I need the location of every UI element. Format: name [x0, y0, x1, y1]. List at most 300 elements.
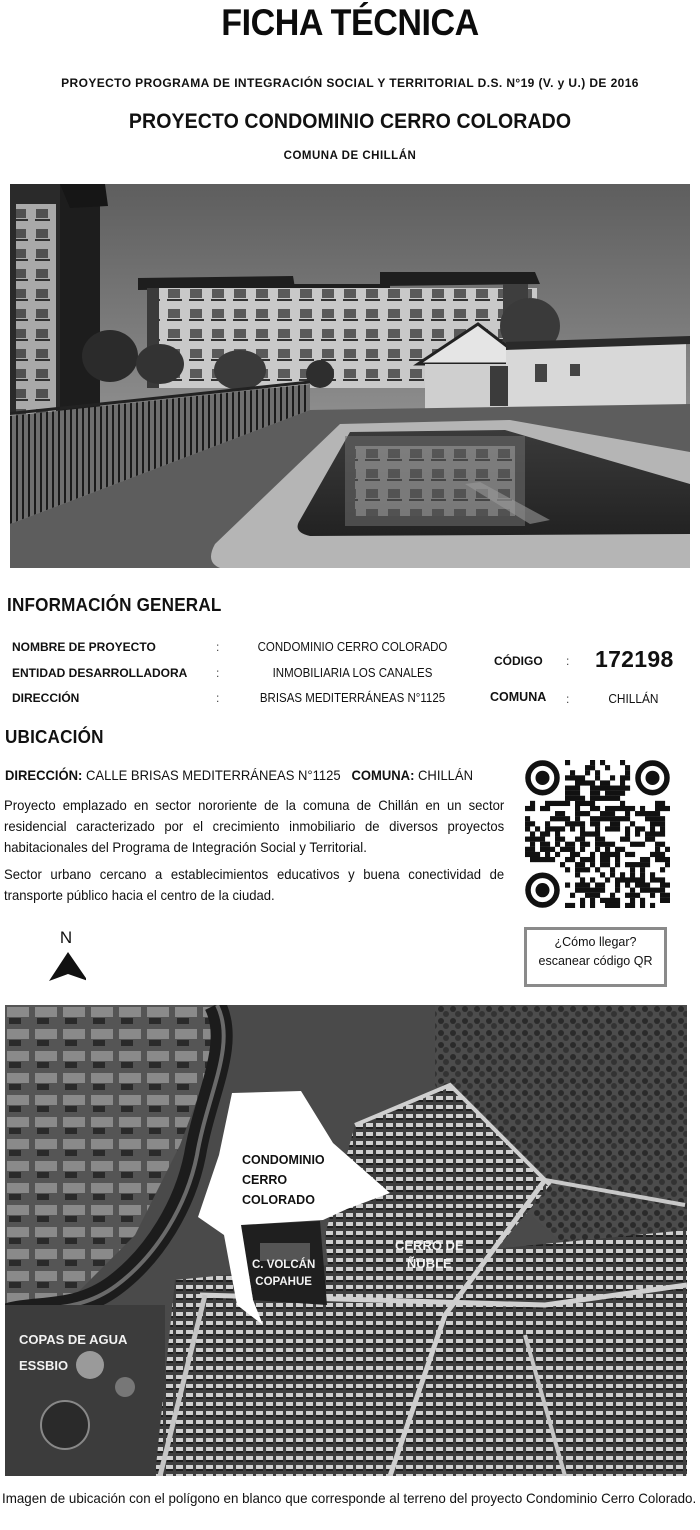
qr-module	[600, 898, 605, 903]
qr-module	[600, 780, 605, 785]
qr-module	[630, 872, 635, 877]
qr-module	[645, 837, 650, 842]
qr-module	[555, 837, 560, 842]
qr-module	[590, 791, 595, 796]
qr-module	[590, 888, 595, 893]
qr-module	[615, 882, 620, 887]
qr-module	[605, 765, 610, 770]
qr-caption-line1: ¿Cómo llegar?	[554, 935, 637, 949]
qr-module	[650, 826, 655, 831]
qr-module	[605, 877, 610, 882]
qr-module	[630, 842, 635, 847]
qr-module	[550, 801, 555, 806]
building-photo	[10, 184, 690, 568]
qr-module	[570, 786, 575, 791]
qr-module	[595, 847, 600, 852]
qr-module	[660, 852, 665, 857]
qr-module	[600, 862, 605, 867]
qr-module	[600, 852, 605, 857]
qr-module	[660, 893, 665, 898]
qr-module	[565, 786, 570, 791]
qr-code-graphic	[525, 760, 670, 908]
qr-module	[555, 852, 560, 857]
qr-module	[570, 796, 575, 801]
qr-module	[595, 796, 600, 801]
qr-finder-dot	[536, 883, 550, 897]
qr-module	[640, 877, 645, 882]
qr-module	[530, 847, 535, 852]
qr-module	[600, 837, 605, 842]
qr-module	[605, 826, 610, 831]
qr-module	[615, 816, 620, 821]
qr-module	[640, 811, 645, 816]
qr-module	[625, 811, 630, 816]
qr-module	[615, 888, 620, 893]
qr-module	[565, 842, 570, 847]
qr-module	[580, 882, 585, 887]
qr-module	[655, 831, 660, 836]
qr-module	[615, 898, 620, 903]
qr-module	[600, 786, 605, 791]
qr-module	[595, 842, 600, 847]
qr-module	[625, 837, 630, 842]
qr-module	[635, 882, 640, 887]
qr-module	[655, 821, 660, 826]
qr-module	[640, 903, 645, 908]
qr-module	[660, 816, 665, 821]
qr-module	[630, 893, 635, 898]
qr-module	[585, 893, 590, 898]
qr-module	[570, 847, 575, 852]
qr-module	[545, 847, 550, 852]
qr-module	[610, 842, 615, 847]
comuna-heading: COMUNA DE CHILLÁN	[283, 150, 417, 162]
qr-module	[665, 857, 670, 862]
qr-module	[580, 842, 585, 847]
qr-module	[605, 786, 610, 791]
qr-module	[640, 862, 645, 867]
qr-module	[575, 821, 580, 826]
qr-module	[640, 867, 645, 872]
qr-module	[595, 888, 600, 893]
qr-module	[525, 821, 530, 826]
qr-module	[525, 816, 530, 821]
qr-module	[560, 847, 565, 852]
qr-module	[650, 903, 655, 908]
qr-module	[555, 842, 560, 847]
qr-module	[615, 786, 620, 791]
qr-module	[585, 780, 590, 785]
qr-module	[575, 872, 580, 877]
map-label-copas-agua	[19, 1327, 127, 1379]
comuna-value: CHILLÁN	[608, 692, 659, 706]
qr-module	[610, 775, 615, 780]
qr-module	[655, 888, 660, 893]
qr-module	[555, 801, 560, 806]
qr-module	[550, 857, 555, 862]
qr-module	[650, 893, 655, 898]
program-subtitle: PROYECTO PROGRAMA DE INTEGRACIÓN SOCIAL Y TERRITORIAL D.S. N°19 (V. y U.) DE 2016	[61, 76, 639, 90]
qr-module	[645, 811, 650, 816]
qr-finder-dot	[536, 771, 550, 785]
qr-module	[570, 821, 575, 826]
qr-module	[625, 786, 630, 791]
qr-module	[545, 842, 550, 847]
qr-module	[595, 882, 600, 887]
qr-module	[575, 786, 580, 791]
qr-module	[545, 801, 550, 806]
qr-module	[580, 857, 585, 862]
qr-module	[580, 775, 585, 780]
qr-module	[620, 780, 625, 785]
qr-module	[575, 801, 580, 806]
qr-module	[655, 842, 660, 847]
developer-label: ENTIDAD DESARROLLADORA	[12, 666, 188, 680]
qr-module	[535, 826, 540, 831]
qr-module	[620, 877, 625, 882]
qr-module	[625, 831, 630, 836]
qr-module	[585, 857, 590, 862]
qr-module	[665, 847, 670, 852]
north-arrow-icon	[46, 928, 86, 984]
qr-module	[625, 765, 630, 770]
qr-module	[630, 888, 635, 893]
qr-module	[630, 821, 635, 826]
satellite-map	[5, 1005, 687, 1476]
qr-module	[640, 826, 645, 831]
map-label-line: COLORADO	[242, 1193, 315, 1207]
qr-module	[565, 857, 570, 862]
qr-module	[665, 806, 670, 811]
qr-module	[615, 806, 620, 811]
qr-module	[630, 898, 635, 903]
qr-module	[555, 816, 560, 821]
qr-module	[540, 857, 545, 862]
qr-module	[635, 842, 640, 847]
qr-module	[660, 831, 665, 836]
qr-module	[655, 816, 660, 821]
qr-module	[605, 852, 610, 857]
qr-module	[595, 867, 600, 872]
qr-module	[625, 806, 630, 811]
map-caption: Imagen de ubicación con el polígono en blanco que corresponde al terreno del proyecto Condominio Cerro Colorado.	[2, 1490, 697, 1506]
qr-module	[590, 831, 595, 836]
qr-module	[655, 847, 660, 852]
qr-module	[650, 888, 655, 893]
qr-module	[650, 837, 655, 842]
qr-module	[590, 780, 595, 785]
qr-module	[640, 898, 645, 903]
qr-module	[585, 770, 590, 775]
qr-module	[580, 898, 585, 903]
qr-module	[615, 826, 620, 831]
qr-module	[605, 816, 610, 821]
qr-module	[525, 852, 530, 857]
qr-module	[545, 821, 550, 826]
qr-module	[575, 852, 580, 857]
map-label-line: COPAHUE	[255, 1276, 312, 1288]
qr-module	[660, 898, 665, 903]
qr-module	[615, 862, 620, 867]
qr-module	[585, 888, 590, 893]
qr-module	[625, 816, 630, 821]
qr-module	[600, 760, 605, 765]
qr-module	[645, 882, 650, 887]
qr-module	[565, 882, 570, 887]
qr-module	[570, 903, 575, 908]
qr-module	[605, 806, 610, 811]
qr-module	[560, 826, 565, 831]
qr-module	[530, 837, 535, 842]
qr-module	[595, 786, 600, 791]
qr-module	[660, 867, 665, 872]
qr-module	[595, 791, 600, 796]
qr-module	[600, 811, 605, 816]
qr-module	[625, 826, 630, 831]
qr-module	[540, 831, 545, 836]
qr-module	[585, 867, 590, 872]
qr-module	[615, 852, 620, 857]
qr-module	[570, 791, 575, 796]
qr-module	[585, 882, 590, 887]
qr-module	[595, 821, 600, 826]
qr-module	[595, 816, 600, 821]
codigo-label: CÓDIGO	[494, 654, 543, 668]
qr-module	[630, 862, 635, 867]
qr-module	[605, 847, 610, 852]
qr-module	[630, 877, 635, 882]
qr-module	[650, 831, 655, 836]
qr-module	[660, 882, 665, 887]
qr-module	[640, 888, 645, 893]
qr-module	[635, 877, 640, 882]
qr-module	[610, 806, 615, 811]
qr-module	[655, 806, 660, 811]
qr-module	[660, 888, 665, 893]
qr-module	[625, 775, 630, 780]
location-description: Proyecto emplazado en sector nororiente de la comuna de Chillán en un sector residencial caracterizado por el crecimiento inmobiliario de diversos proyectos habitacionales del Programa de Integración Social y Territorial.	[4, 797, 505, 855]
qr-module	[525, 847, 530, 852]
qr-module	[535, 857, 540, 862]
qr-module	[590, 898, 595, 903]
map-label-line: ÑUBLE	[406, 1256, 452, 1271]
qr-module	[590, 801, 595, 806]
qr-module	[600, 888, 605, 893]
qr-module	[600, 842, 605, 847]
qr-module	[655, 857, 660, 862]
map-label-cerro-nuble	[395, 1237, 464, 1273]
qr-module	[580, 821, 585, 826]
north-label: N	[59, 928, 73, 947]
qr-code-icon[interactable]	[525, 760, 670, 908]
qr-module	[530, 806, 535, 811]
qr-module	[540, 842, 545, 847]
qr-module	[590, 821, 595, 826]
qr-module	[630, 852, 635, 857]
qr-module	[540, 847, 545, 852]
map-label-condominio	[242, 1150, 325, 1210]
qr-module	[575, 796, 580, 801]
qr-module	[655, 801, 660, 806]
qr-module	[540, 806, 545, 811]
separator: :	[566, 654, 570, 668]
qr-module	[570, 775, 575, 780]
qr-module	[560, 837, 565, 842]
qr-module	[605, 862, 610, 867]
qr-module	[660, 806, 665, 811]
qr-module	[600, 882, 605, 887]
qr-module	[610, 867, 615, 872]
direccion-label: DIRECCIÓN:	[5, 767, 83, 783]
qr-module	[580, 877, 585, 882]
separator: :	[566, 692, 570, 706]
qr-module	[570, 842, 575, 847]
qr-module	[545, 831, 550, 836]
qr-module	[590, 760, 595, 765]
developer-value: INMOBILIARIA LOS CANALES	[272, 666, 433, 680]
qr-module	[575, 816, 580, 821]
qr-module	[620, 791, 625, 796]
qr-module	[580, 796, 585, 801]
qr-module	[615, 791, 620, 796]
map-label-volcan-copahue	[252, 1257, 315, 1291]
qr-module	[530, 801, 535, 806]
qr-module	[660, 821, 665, 826]
qr-module	[580, 826, 585, 831]
qr-module	[570, 826, 575, 831]
qr-module	[590, 877, 595, 882]
qr-module	[550, 847, 555, 852]
address-label: DIRECCIÓN	[12, 691, 80, 705]
qr-module	[620, 816, 625, 821]
qr-module	[530, 852, 535, 857]
qr-module	[590, 816, 595, 821]
qr-module	[645, 888, 650, 893]
qr-module	[625, 882, 630, 887]
qr-module	[630, 806, 635, 811]
qr-module	[580, 903, 585, 908]
separator: :	[216, 691, 220, 705]
qr-module	[550, 816, 555, 821]
qr-module	[600, 872, 605, 877]
qr-module	[590, 806, 595, 811]
qr-module	[590, 786, 595, 791]
qr-module	[610, 811, 615, 816]
qr-module	[610, 826, 615, 831]
qr-module	[650, 877, 655, 882]
qr-module	[605, 903, 610, 908]
comuna-label: COMUNA:	[351, 767, 415, 783]
map-label-line: ESSBIO	[19, 1358, 69, 1373]
qr-instructions-box	[524, 927, 667, 987]
qr-module	[635, 826, 640, 831]
qr-module	[665, 893, 670, 898]
qr-module	[605, 791, 610, 796]
comuna-value: CHILLÁN	[418, 767, 474, 783]
qr-module	[580, 888, 585, 893]
qr-module	[650, 852, 655, 857]
qr-module	[555, 831, 560, 836]
qr-module	[645, 831, 650, 836]
qr-module	[650, 821, 655, 826]
qr-module	[545, 826, 550, 831]
qr-module	[565, 801, 570, 806]
qr-module	[655, 877, 660, 882]
qr-module	[610, 796, 615, 801]
qr-module	[580, 862, 585, 867]
qr-module	[590, 796, 595, 801]
qr-module	[570, 770, 575, 775]
qr-module	[630, 867, 635, 872]
ubicacion-heading: UBICACIÓN	[5, 727, 104, 747]
project-title: PROYECTO CONDOMINIO CERRO COLORADO	[128, 110, 572, 133]
qr-module	[615, 796, 620, 801]
qr-module	[580, 867, 585, 872]
qr-module	[595, 775, 600, 780]
qr-caption-line2: escanear código QR	[538, 954, 653, 968]
qr-module	[625, 877, 630, 882]
codigo-value: 172198	[595, 646, 674, 672]
connectivity-description: Sector urbano cercano a establecimientos educativos y buena conectividad de transporte público hacia el centro de la ciudad.	[4, 866, 505, 903]
qr-module	[575, 780, 580, 785]
qr-module	[530, 842, 535, 847]
qr-module	[565, 796, 570, 801]
comuna-label: COMUNA	[490, 690, 547, 704]
qr-module	[595, 770, 600, 775]
qr-module	[600, 796, 605, 801]
qr-module	[565, 903, 570, 908]
map-label-line: CONDOMINIO	[242, 1153, 325, 1167]
qr-module	[605, 780, 610, 785]
qr-module	[575, 806, 580, 811]
qr-module	[585, 842, 590, 847]
map-label-line: CERRO	[242, 1173, 288, 1187]
qr-module	[590, 857, 595, 862]
qr-module	[650, 872, 655, 877]
qr-module	[585, 765, 590, 770]
qr-module	[635, 862, 640, 867]
qr-module	[575, 791, 580, 796]
qr-module	[535, 852, 540, 857]
qr-module	[585, 811, 590, 816]
qr-module	[620, 775, 625, 780]
qr-module	[555, 811, 560, 816]
qr-module	[545, 806, 550, 811]
qr-module	[610, 893, 615, 898]
qr-module	[635, 893, 640, 898]
project-name-value: CONDOMINIO CERRO COLORADO	[257, 640, 448, 654]
qr-module	[640, 842, 645, 847]
qr-module	[640, 872, 645, 877]
qr-module	[640, 857, 645, 862]
qr-module	[665, 862, 670, 867]
qr-module	[625, 770, 630, 775]
qr-module	[625, 862, 630, 867]
qr-module	[610, 872, 615, 877]
qr-module	[625, 893, 630, 898]
qr-module	[665, 882, 670, 887]
qr-module	[645, 862, 650, 867]
qr-module	[525, 826, 530, 831]
qr-module	[610, 821, 615, 826]
qr-module	[575, 837, 580, 842]
qr-module	[560, 862, 565, 867]
qr-module	[600, 857, 605, 862]
qr-module	[610, 852, 615, 857]
qr-module	[590, 765, 595, 770]
qr-module	[605, 857, 610, 862]
qr-module	[650, 816, 655, 821]
